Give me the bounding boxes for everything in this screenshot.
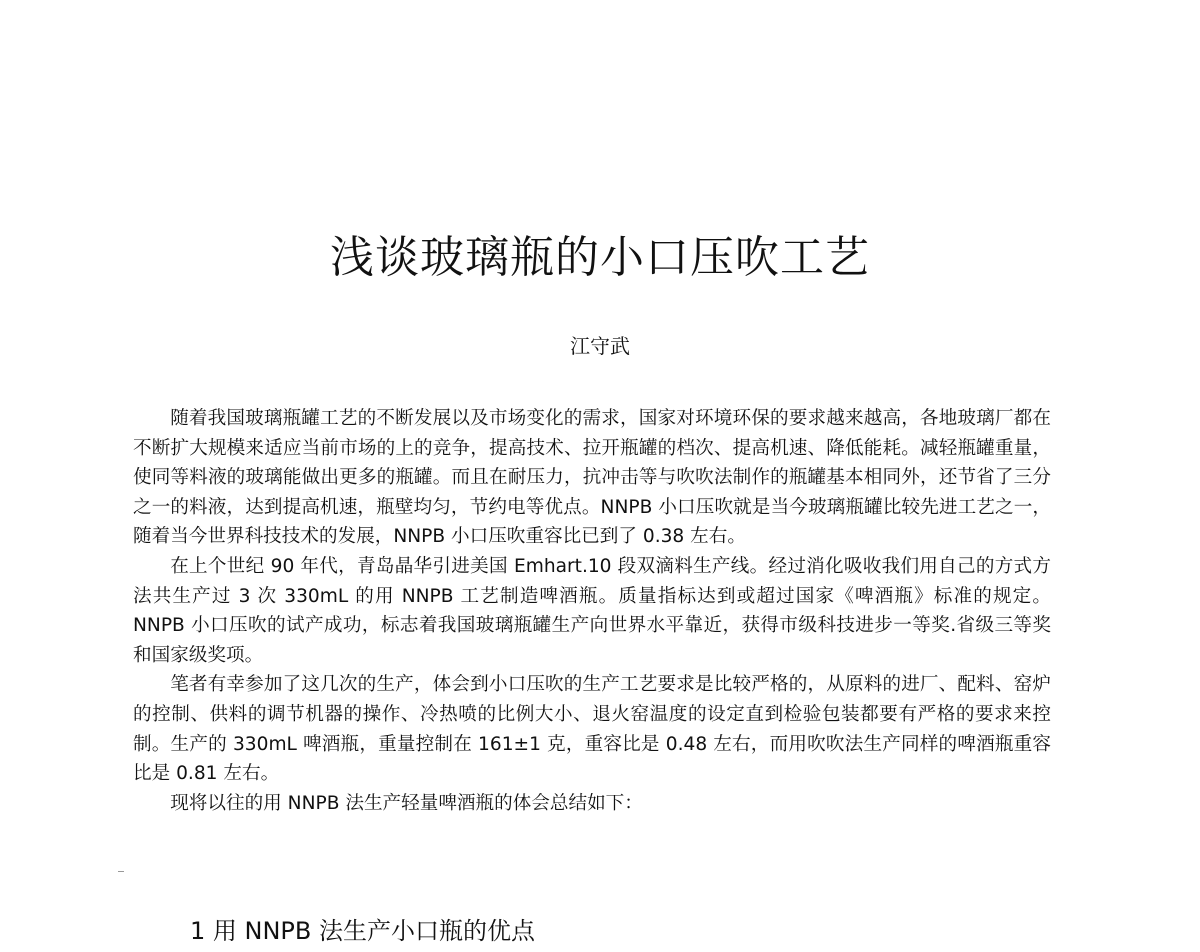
section-heading: 1 用 NNPB 法生产小口瓶的优点 bbox=[190, 917, 535, 945]
paragraph-history: 在上个世纪 90 年代，青岛晶华引进美国 Emhart.10 段双滴料生产线。经过消化吸收我们用自己的方式方法共生产过 3 次 330mL 的用 NNPB 工艺制造啤酒瓶。质量指标达到或超过国家《啤酒瓶》标准的规定。NNPB 小口压吹的试产成功，标志着我国玻璃瓶罐生产向世界水平靠近，获得市级科技进步一等奖.省级三等奖和国家级奖项。 bbox=[133, 555, 1051, 666]
paragraph-summary-lead: 现将以往的用 NNPB 法生产轻量啤酒瓶的体会总结如下： bbox=[170, 792, 643, 814]
paragraph-intro: 随着我国玻璃瓶罐工艺的不断发展以及市场变化的需求，国家对环境环保的要求越来越高，各地玻璃厂都在不断扩大规模来适应当前市场的上的竞争，提高技术、拉开瓶罐的档次、提高机速、降低能耗。减轻瓶罐重量，使同等料液的玻璃能做出更多的瓶罐。而且在耐压力，抗冲击等与吹吹法制作的瓶罐基本相同外，还节省了三分之一的料液，达到提高机速，瓶壁均匀，节约电等优点。NNPB 小口压吹就是当今玻璃瓶罐比较先进工艺之一，随着当今世界科技技术的发展，NNPB 小口压吹重容比已到了 0.38 左右。 bbox=[133, 408, 1051, 548]
paragraph-experience: 笔者有幸参加了这几次的生产，体会到小口压吹的生产工艺要求是比较严格的，从原料的进厂、配料、窑炉的控制、供料的调节机器的操作、冷热喷的比例大小、退火窑温度的设定直到检验包装都要有严格的要求来控制。生产的 330mL 啤酒瓶，重量控制在 161±1 克，重容比是 0.48 左右，而用吹吹法生产同样的啤酒瓶重容比是 0.81 左右。 bbox=[133, 674, 1051, 785]
author-name: 江守武 bbox=[570, 334, 630, 358]
margin-mark bbox=[118, 871, 124, 872]
body-text bbox=[133, 404, 1051, 818]
document-title: 浅谈玻璃瓶的小口压吹工艺 bbox=[330, 232, 870, 283]
